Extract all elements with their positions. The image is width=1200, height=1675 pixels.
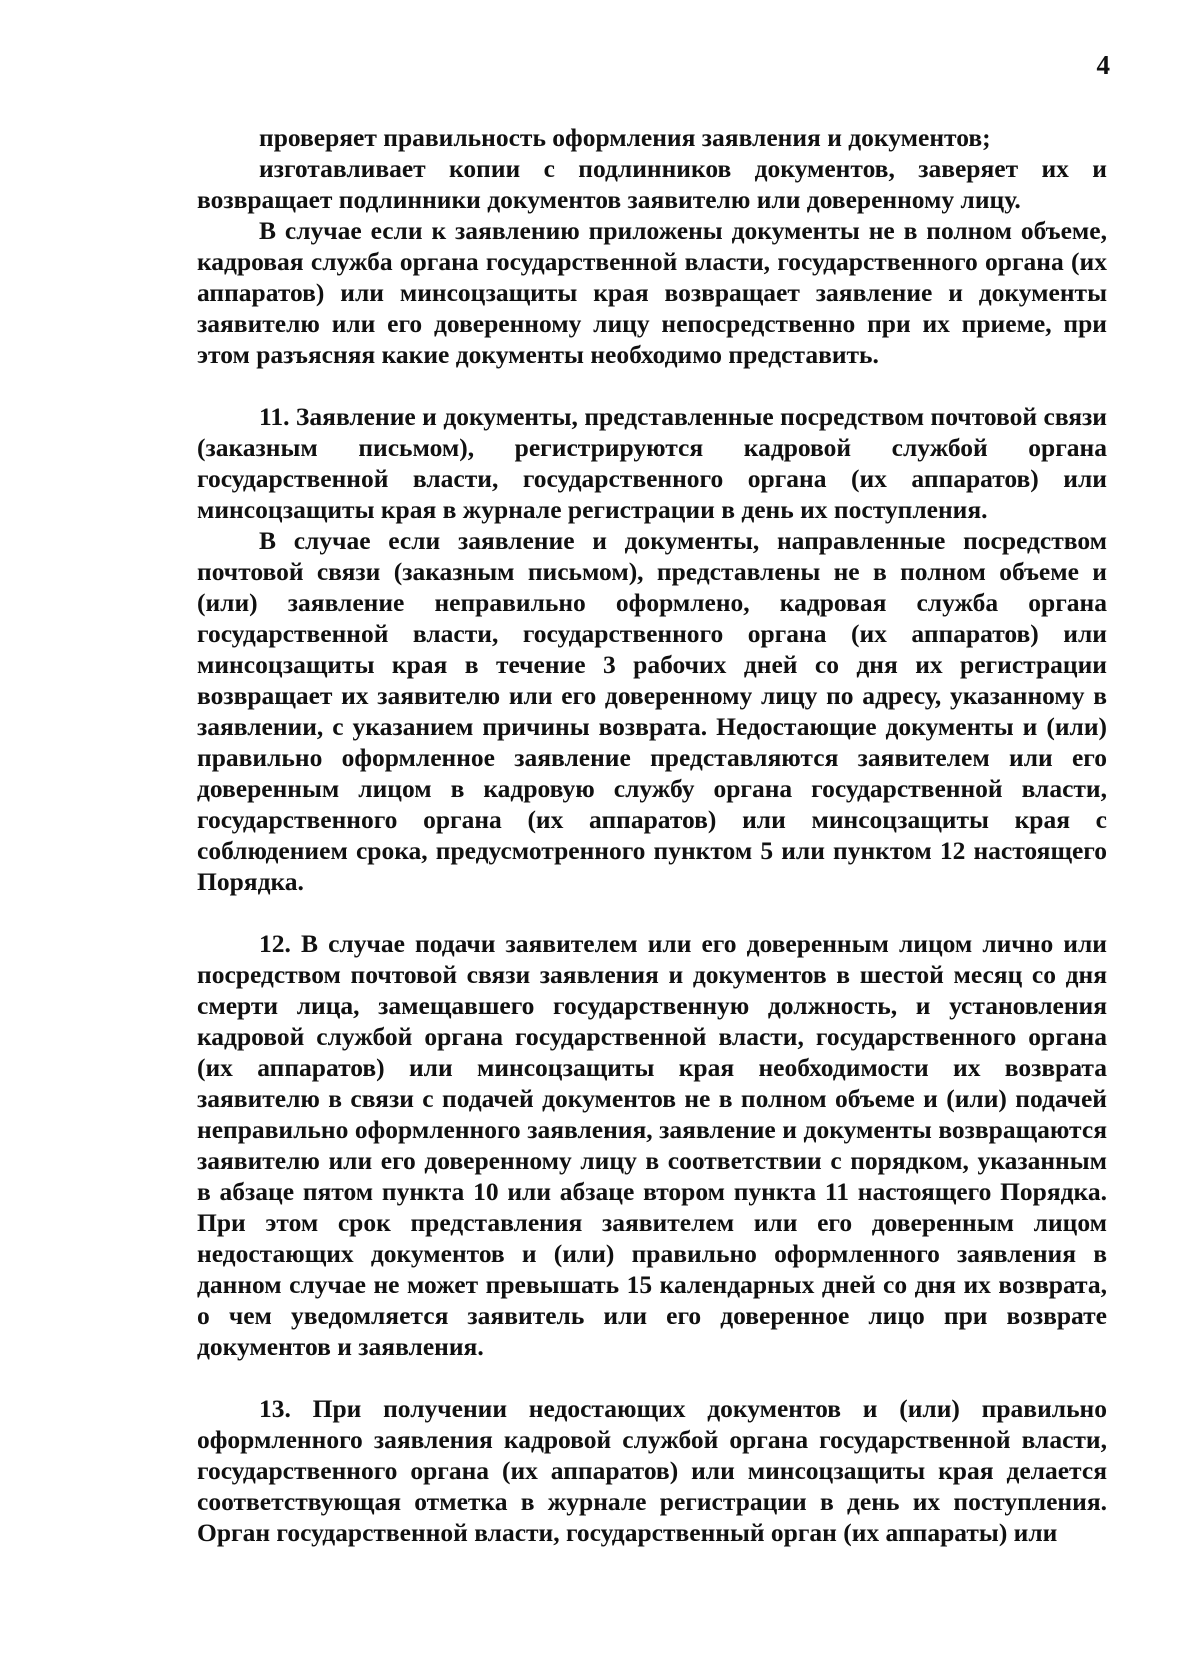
paragraph-clause-11: 11. Заявление и документы, представленные посредством почтовой связи (заказным письмом), регистрируются кадровой службой органа государственной власти, государственного органа (их аппаратов) или минсоцзащиты края в журнале регистрации в день их поступления. [197, 402, 1107, 524]
paragraph-incomplete-documents: В случае если к заявлению приложены документы не в полном объеме, кадровая служба органа государственной власти, государственного органа (их аппаратов) или минсоцзащиты края возвращает заявление и документы заявителю или его доверенному лицу непосредственно при их приеме, при этом разъясняя какие документы необходимо представить. [197, 216, 1107, 369]
page-number: 4 [1096, 50, 1110, 80]
paragraph-clause-13: 13. При получении недостающих документов и (или) правильно оформленного заявления кадровой службой органа государственной власти, государственного органа (их аппаратов) или минсоцзащиты края делается соответствующая отметка в журнале регистрации в день их поступления. Орган государственной власти, государственный орган (их аппараты) или [197, 1394, 1107, 1547]
paragraph-check-documents: проверяет правильность оформления заявления и документов; [259, 123, 991, 152]
paragraph-make-copies: изготавливает копии с подлинников документов, заверяет их и возвращает подлинники документов заявителю или доверенному лицу. [197, 154, 1107, 214]
paragraph-clause-12: 12. В случае подачи заявителем или его доверенным лицом лично или посредством почтовой связи заявления и документов в шестой месяц со дня смерти лица, замещавшего государственную должность, и установления кадровой службой органа государственной власти, государственного органа (их аппаратов) или минсоцзащиты края необходимости их возврата заявителю в связи с подачей документов не в полном объеме и (или) подачей неправильно оформленного заявления, заявление и документы возвращаются заявителю или его доверенному лицу в соответствии с порядком, указанным в абзаце пятом пункта 10 или абзаце втором пункта 11 настоящего Порядка. При этом срок представления заявителем или его доверенным лицом недостающих документов и (или) правильно оформленного заявления в данном случае не может превышать 15 календарных дней со дня их возврата, о чем уведомляется заявитель или его доверенное лицо при возврате документов и заявления. [197, 929, 1107, 1361]
paragraph-clause-11-return: В случае если заявление и документы, направленные посредством почтовой связи (заказным письмом), представлены не в полном объеме и (или) заявление неправильно оформлено, кадровая служба органа государственной власти, государственного органа (их аппаратов) или минсоцзащиты края в течение 3 рабочих дней со дня их регистрации возвращает их заявителю или его доверенному лицу по адресу, указанному в заявлении, с указанием причины возврата. Недостающие документы и (или) правильно оформленное заявление представляются заявителем или его доверенным лицом в кадровую службу органа государственной власти, государственного органа (их аппаратов) или минсоцзащиты края с соблюдением срока, предусмотренного пунктом 5 или пунктом 12 настоящего Порядка. [197, 526, 1107, 896]
document-body [197, 122, 1107, 1548]
